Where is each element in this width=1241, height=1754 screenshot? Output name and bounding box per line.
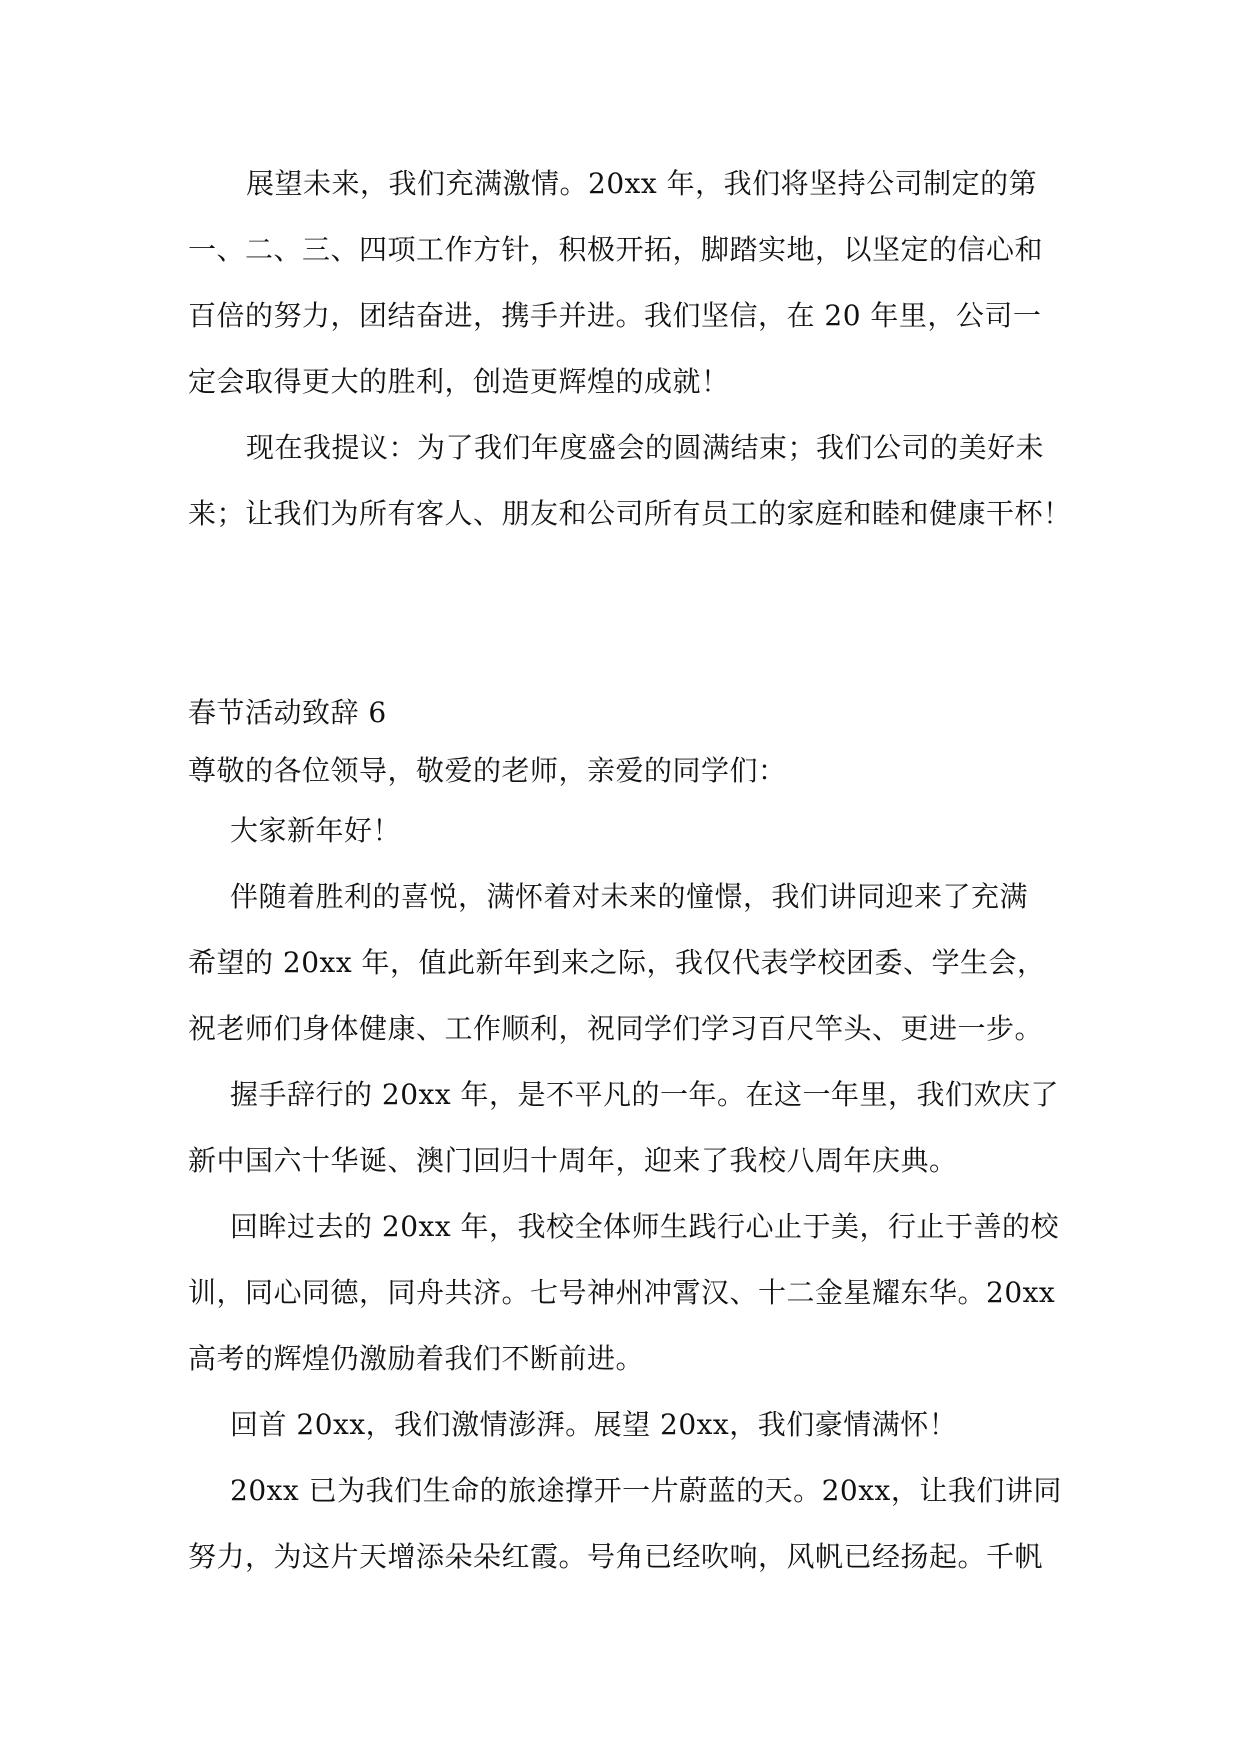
paragraph-line: 训，同心同德，同舟共济。七号神州冲霄汉、十二金星耀东华。20xx: [188, 1276, 1056, 1309]
paragraph-line: 大家新年好！: [230, 814, 402, 847]
paragraph-line: 希望的 20xx 年，值此新年到来之际，我仅代表学校团委、学生会，: [188, 946, 1046, 979]
paragraph-line: 百倍的努力，团结奋进，携手并进。我们坚信，在 20 年里，公司一: [188, 299, 1042, 332]
paragraph-line: 来；让我们为所有客人、朋友和公司所有员工的家庭和睦和健康干杯！: [188, 497, 1072, 530]
paragraph-line: 握手辞行的 20xx 年，是不平凡的一年。在这一年里，我们欢庆了: [230, 1078, 1060, 1111]
paragraph-line: 展望未来，我们充满激情。20xx 年，我们将坚持公司制定的第: [246, 167, 1038, 200]
paragraph-line: 20xx 已为我们生命的旅途撑开一片蔚蓝的天。20xx，让我们讲同: [230, 1474, 1062, 1507]
paragraph-line: 高考的辉煌仍激励着我们不断前进。: [188, 1342, 645, 1375]
paragraph-line: 祝老师们身体健康、工作顺利，祝同学们学习百尺竿头、更进一步。: [188, 1012, 1044, 1045]
paragraph-line: 努力，为这片天增添朵朵红霞。号角已经吹响，风帆已经扬起。千帆: [188, 1540, 1044, 1573]
section-title: 春节活动致辞 6: [188, 696, 387, 729]
paragraph-line: 回眸过去的 20xx 年，我校全体师生践行心止于美，行止于善的校: [230, 1210, 1060, 1243]
salutation: 尊敬的各位领导，敬爱的老师，亲爱的同学们：: [188, 754, 787, 787]
paragraph-line: 回首 20xx，我们激情澎湃。展望 20xx，我们豪情满怀！: [230, 1408, 958, 1441]
paragraph-line: 定会取得更大的胜利，创造更辉煌的成就！: [188, 365, 730, 398]
paragraph-line: 伴随着胜利的喜悦，满怀着对未来的憧憬，我们讲同迎来了充满: [230, 880, 1029, 913]
paragraph-line: 一、二、三、四项工作方针，积极开拓，脚踏实地，以坚定的信心和: [188, 233, 1044, 266]
paragraph-line: 新中国六十华诞、澳门回归十周年，迎来了我校八周年庆典。: [188, 1144, 958, 1177]
paragraph-line: 现在我提议：为了我们年度盛会的圆满结束；我们公司的美好未: [246, 431, 1045, 464]
